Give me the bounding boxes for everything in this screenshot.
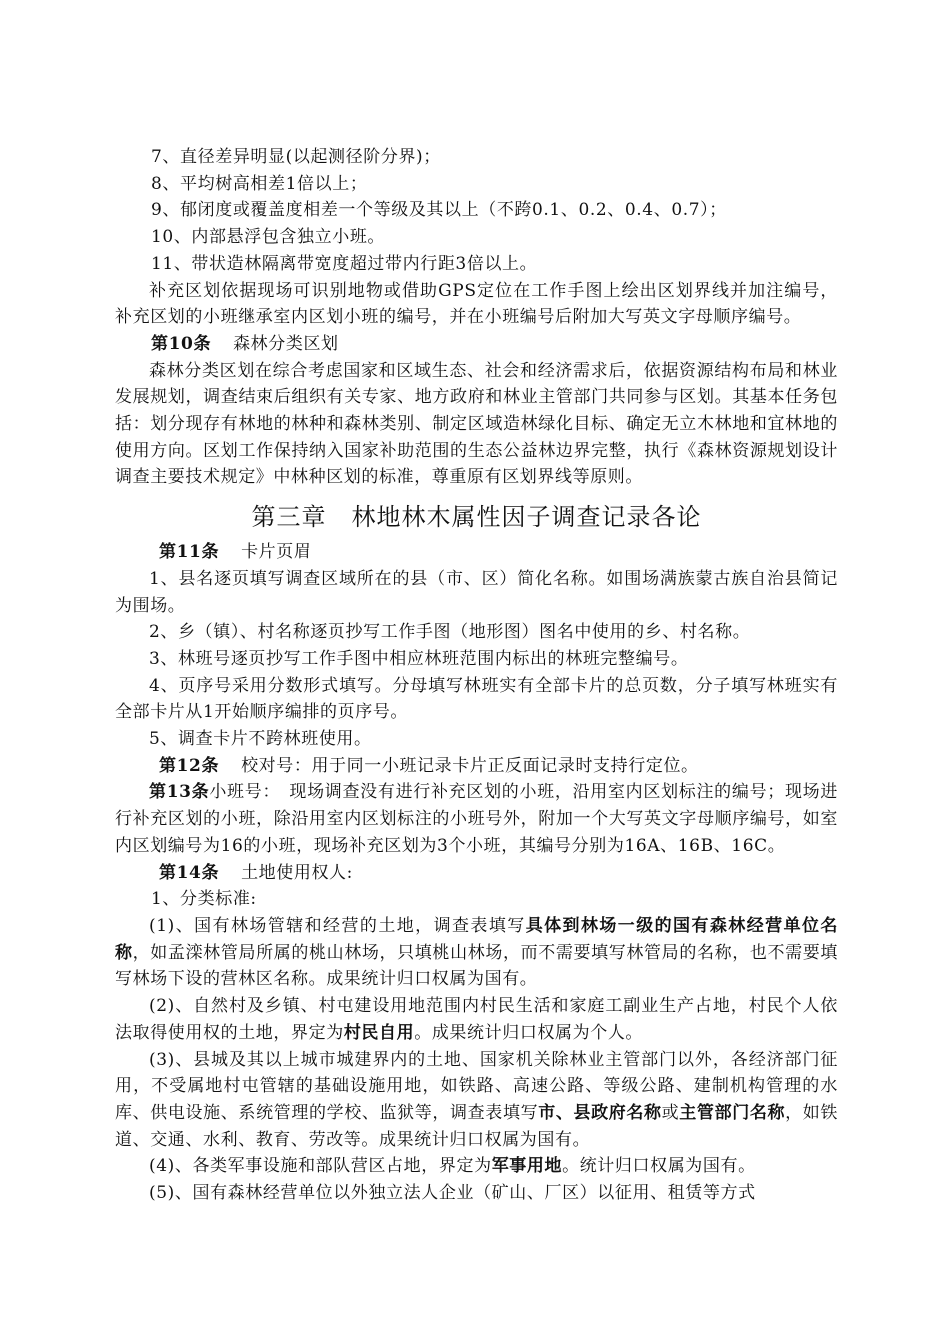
sub-heading: 1、分类标准: bbox=[151, 889, 257, 910]
list-item: 10、内部悬浮包含独立小班。 bbox=[151, 227, 386, 248]
list-item: 11、带状造林隔离带宽度超过带内行距3倍以上。 bbox=[151, 253, 538, 274]
bold-text-run: 主管部门名称 bbox=[679, 1102, 786, 1123]
article-body: 校对号：用于同一小班记录卡片正反面记录时支持行定位。 bbox=[241, 755, 699, 776]
paragraph-1 bbox=[115, 913, 838, 993]
paragraph-5: (5)、国有森林经营单位以外独立法人企业（矿山、厂区）以征用、租赁等方式 bbox=[149, 1183, 756, 1204]
article-label: 第13条 bbox=[149, 782, 210, 803]
text-run: (2)、自然村及乡镇、村屯建设用地范围内村民生活和家庭工副业生产占地，村民个人依法取得使用权的土地，界定为 bbox=[115, 996, 838, 1043]
list-item: 1、县名逐页填写调查区域所在的县（市、区）简化名称。如围场满族蒙古族自治县简记为围场。 bbox=[115, 568, 838, 616]
article-11-heading bbox=[115, 539, 838, 566]
paragraph-2 bbox=[115, 993, 838, 1046]
list-item: 9、郁闭度或覆盖度相差一个等级及其以上（不跨0.1、0.2、0.4、0.7）； bbox=[151, 200, 727, 221]
bold-text-run: 具体到林场一级的国有森林经营单位名称 bbox=[115, 915, 839, 963]
article-14-heading bbox=[115, 860, 838, 887]
article-10-body: 森林分类区划在综合考虑国家和区域生态、社会和经济需求后，依据资源结构布局和林业发展规划，调查结束后组织有关专家、地方政府和林业主管部门共同参与区划。其基本任务包括：划分现存有林地的林种和森林类别、制定区域造林绿化目标、确定无立木林地和宜林地的使用方向。区划工作保持纳入国家补助范围的生态公益林边界完整，执行《森林资源规划设计调查主要技术规定》中林种区划的标准，尊重原有区划界线等原则。 bbox=[115, 360, 838, 488]
article-title: 森林分类区划 bbox=[233, 333, 339, 354]
article-label: 第12条 bbox=[159, 755, 220, 776]
article-10-heading bbox=[115, 331, 838, 358]
article-label: 第10条 bbox=[151, 333, 212, 354]
text-run: ，如铁道、交通、水利、教育、劳改等。成果统计归口权属为国有。 bbox=[115, 1102, 838, 1150]
list-item: 4、页序号采用分数形式填写。分母填写林班实有全部卡片的总页数，分子填写林班实有全部卡片从1开始顺序编排的页序号。 bbox=[115, 675, 838, 723]
paragraph-3 bbox=[115, 1047, 838, 1154]
article-body: 小班号： 现场调查没有进行补充区划的小班，沿用室内区划标注的编号；现场进行补充区划的小班，除沿用室内区划标注的小班号外，附加一个大写英文字母顺序编号，如室内区划编号为16的小班，现场补充区划为3个小班，其编号分别为16A、16B、16C。 bbox=[115, 782, 838, 856]
list-item: 7、直径差异明显(以起测径阶分界)； bbox=[151, 147, 441, 167]
bold-text-run: 军事用地 bbox=[491, 1156, 563, 1177]
text-run: 。统计归口权属为国有。 bbox=[562, 1156, 756, 1177]
article-13 bbox=[115, 779, 838, 859]
list-item: 8、平均树高相差1倍以上； bbox=[151, 173, 368, 194]
text-run: 或 bbox=[661, 1102, 680, 1123]
article-title: 卡片页眉 bbox=[241, 542, 312, 563]
chapter-title: 第三章 林地林木属性因子调查记录各论 bbox=[251, 503, 702, 532]
list-item: 5、调查卡片不跨林班使用。 bbox=[149, 729, 372, 750]
supplement-paragraph: 补充区划依据现场可识别地物或借助GPS定位在工作手图上绘出区划界线并加注编号，补充区划的小班继承室内区划小班的编号，并在小班编号后附加大写英文字母顺序编号。 bbox=[115, 280, 838, 328]
text-run: (3)、县城及其以上城市城建界内的土地、国家机关除林业主管部门以外，各经济部门征用，不受属地村屯管辖的基础设施用地，如铁路、高速公路、等级公路、建制机构管理的水库、供电设施、系统管理的学校、监狱等，调查表填写 bbox=[115, 1049, 838, 1123]
bold-text-run: 市、县政府名称 bbox=[538, 1102, 662, 1123]
article-label: 第11条 bbox=[159, 542, 220, 563]
list-item: 3、林班号逐页抄写工作手图中相应林班范围内标出的林班完整编号。 bbox=[149, 648, 689, 669]
bold-text-run: 村民自用 bbox=[343, 1022, 415, 1043]
article-12 bbox=[115, 753, 838, 780]
list-item: 2、乡（镇）、村名称逐页抄写工作手图（地形图）图名中使用的乡、村名称。 bbox=[149, 622, 751, 643]
text-run: (1)、国有林场管辖和经营的土地，调查表填写 bbox=[149, 915, 526, 936]
paragraph-4 bbox=[115, 1153, 838, 1180]
article-label: 第14条 bbox=[159, 862, 220, 883]
text-run: 。成果统计归口权属为个人。 bbox=[414, 1022, 644, 1043]
article-title: 土地使用权人: bbox=[241, 862, 353, 883]
text-run: ，如孟滦林管局所属的桃山林场，只填桃山林场，而不需要填写林管局的名称，也不需要填写林场下设的营林区名称。成果统计归口权属为国有。 bbox=[115, 942, 838, 990]
text-run: (4)、各类军事设施和部队营区占地，界定为 bbox=[149, 1156, 492, 1177]
